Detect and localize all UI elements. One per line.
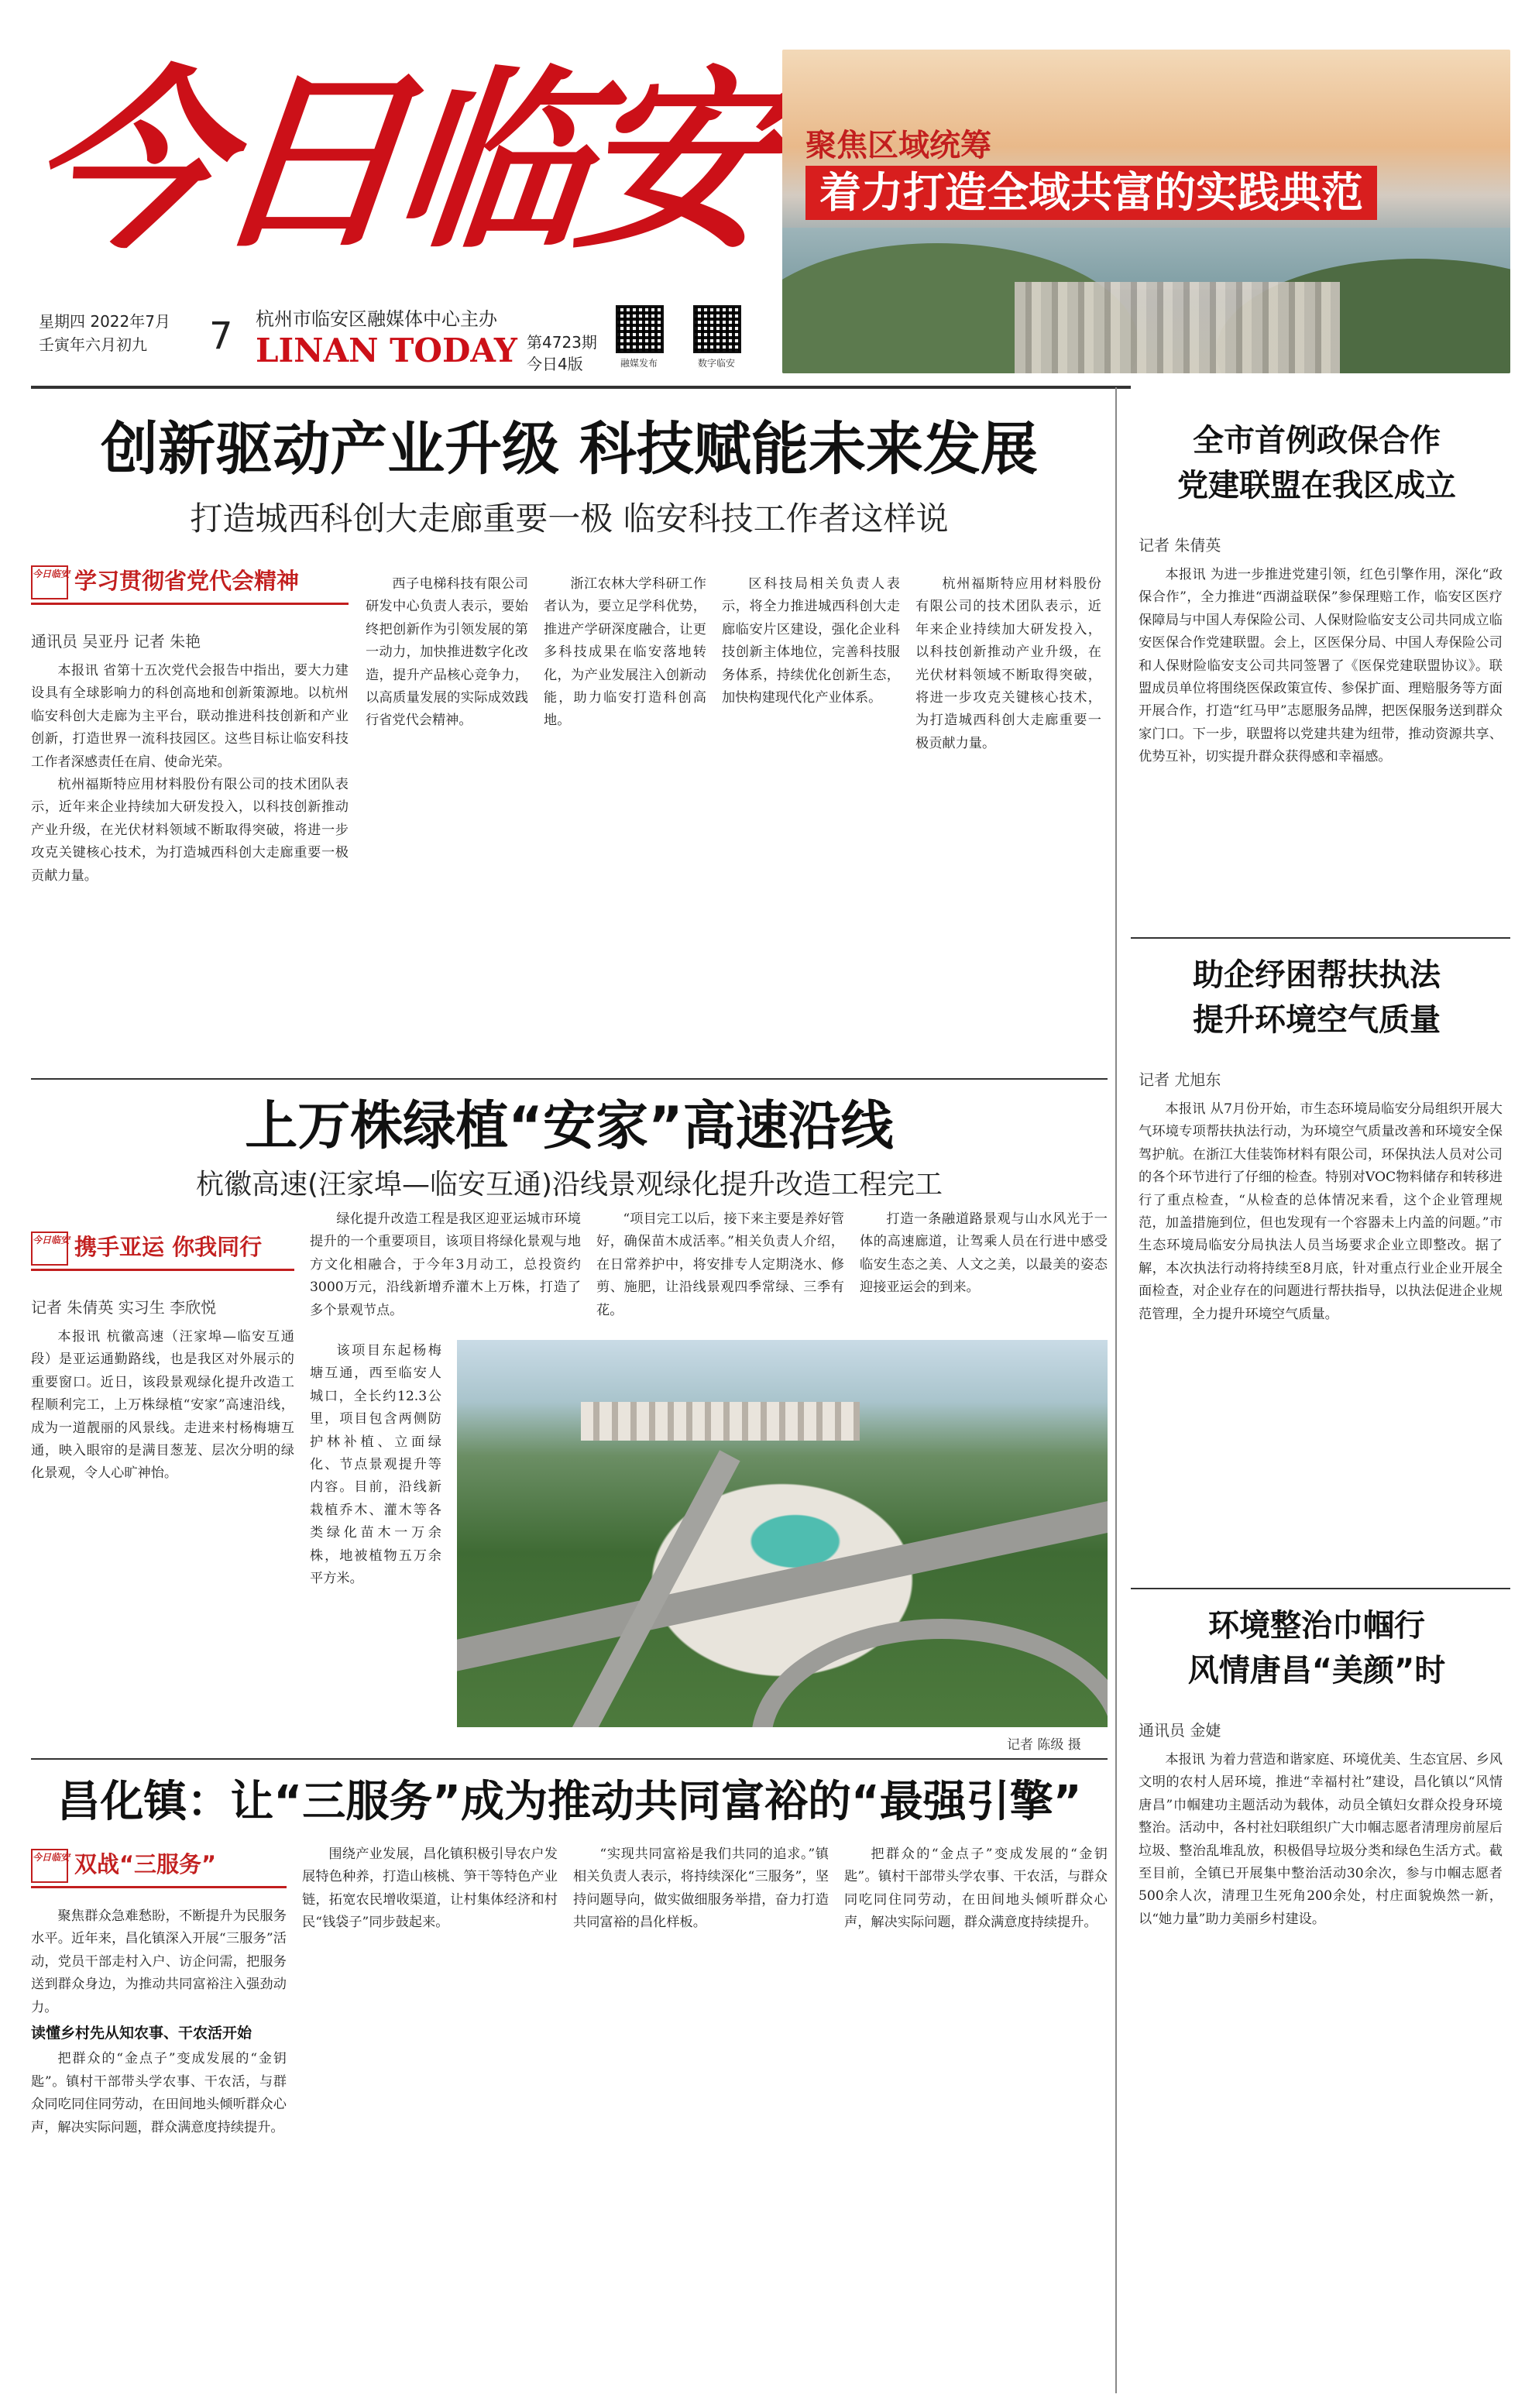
masthead-banner bbox=[782, 50, 1510, 373]
right-article-2-headline[interactable] bbox=[1131, 953, 1503, 1043]
banner-subtitle: 聚焦区域统筹 bbox=[805, 128, 991, 163]
second-narrow-column bbox=[310, 1340, 441, 1688]
paragraph: “实现共同富裕是我们共同的追求。”镇相关负责人表示，将持续深化“三服务”，坚持问题导向，做实做细服务举措，奋力打造共同富裕的昌化样板。 bbox=[573, 1846, 829, 1931]
issue-date-gregorian: 星期四 2022年7月 bbox=[39, 312, 170, 331]
issue-date bbox=[39, 310, 170, 356]
paragraph: 绿化提升改造工程是我区迎亚运城市环境提升的一个重要项目，该项目将绿化景观与地方文化相融合，于今年3月动工，总投资约3000万元，沿线新增乔灌木上万株，打造了多个景观节点。 bbox=[310, 1211, 581, 1318]
right-article-1-headline[interactable] bbox=[1131, 418, 1503, 508]
banner-headline: 着力打造全域共富的实践典范 bbox=[805, 166, 1377, 220]
paragraph: 浙江农林大学科研工作者认为，要立足学科优势，推进产学研深度融合，让更多科技成果在临安落地转化，为产业发展注入创新动能，助力临安打造科创高地。 bbox=[544, 576, 706, 729]
paragraph: 把群众的“金点子”变成发展的“金钥匙”。镇村干部带头学农事、干农活，与群众同吃同住同劳动，在田间地头倾听群众心声，解决实际问题，群众满意度持续提升。 bbox=[31, 2051, 287, 2135]
right-article-3-byline: 通讯员 金婕 bbox=[1139, 1721, 1221, 1740]
paragraph: 聚焦群众急难愁盼，不断提升为民服务水平。近年来，昌化镇深入开展“三服务”活动，党员干部走村入户、访企问需，把服务送到群众身边，为推动共同富裕注入强劲动力。 bbox=[31, 1908, 287, 2015]
second-subtitle: 杭徽高速(汪家埠—临安互通)沿线景观绿化提升改造工程完工 bbox=[195, 1169, 943, 1201]
lead-column-tag-text: 学习贯彻省党代会精神 bbox=[74, 568, 300, 594]
paragraph: 本报讯 杭徽高速（汪家埠—临安互通段）是亚运通勤路线，也是我区对外展示的重要窗口。近日，该段景观绿化提升改造工程顺利完工，上万株绿植“安家”高速沿线，成为一道靓丽的风景线。走进来村杨梅塘互通，映入眼帘的是满目葱茏、层次分明的绿化景观，令人心旷神怡。 bbox=[31, 1329, 294, 1482]
highway-aerial-photo[interactable] bbox=[457, 1340, 1108, 1727]
third-column-4 bbox=[844, 1843, 1108, 2393]
section-logo-icon: 今日临安 bbox=[31, 565, 68, 599]
masthead-rule bbox=[31, 386, 1131, 389]
paragraph: 该项目东起杨梅塘互通，西至临安人城口，全长约12.3公里，项目包含两侧防护林补植、立面绿化、节点景观提升等内容。目前，沿线新栽植乔木、灌木等各类绿化苗木一万余株，地被植物五万余平方米。 bbox=[310, 1343, 441, 1587]
paragraph: 西子电梯科技有限公司研发中心负责人表示，要始终把创新作为引领发展的第一动力，加快推进数字化改造，提升产品核心竞争力，以高质量发展的实际成效践行省党代会精神。 bbox=[366, 576, 528, 729]
second-column-tag bbox=[31, 1230, 294, 1271]
paragraph: 杭州福斯特应用材料股份有限公司的技术团队表示，近年来企业持续加大研发投入，以科技创新推动产业升级，在光伏材料领域不断取得突破，将进一步攻克关键核心技术，为打造城西科创大走廊重要一极贡献力量。 bbox=[915, 576, 1101, 751]
section-logo-icon: 今日临安 bbox=[31, 1849, 68, 1883]
qr-code-icon[interactable] bbox=[693, 305, 741, 353]
second-column-2 bbox=[310, 1208, 581, 1332]
masthead-logo: 今日临安 bbox=[19, 47, 775, 275]
photo-interchange bbox=[751, 1619, 1108, 1727]
lead-headline[interactable]: 创新驱动产业升级 科技赋能未来发展 bbox=[101, 416, 1038, 483]
qr-code-icon[interactable] bbox=[616, 305, 664, 353]
column-divider bbox=[1115, 387, 1117, 2393]
lead-column-4 bbox=[722, 573, 900, 1069]
right-article-2-byline: 记者 尤旭东 bbox=[1139, 1070, 1221, 1089]
headline-line: 助企纾困帮扶执法 bbox=[1193, 957, 1441, 993]
headline-line: 全市首例政保合作 bbox=[1193, 423, 1441, 459]
issue-number bbox=[527, 331, 597, 375]
headline-line: 提升环境空气质量 bbox=[1193, 1002, 1441, 1038]
issue-day-number: 7 bbox=[209, 314, 233, 358]
lead-column-2 bbox=[366, 573, 528, 1069]
lead-column-tag bbox=[31, 564, 349, 605]
paragraph: 本报讯 为进一步推进党建引领，红色引擎作用，深化“政保合作”，全力推进“西湖益联保”参保理赔工作，临安区医疗保障局与中国人寿保险公司、人保财险临安支公司共同成立临安医保合作党建联盟。会上，区医保分局、中国人寿保险公司和人保财险临安支公司共同签署了《医保党建联盟协议》。联盟成员单位将围绕医保政策宣传、参保扩面、理赔服务等方面开展合作，打造“红马甲”志愿服务品牌，把医保服务送到群众家门口。下一步，联盟将以党建共建为纽带，推动资源共享、优势互补，切实提升群众获得感和幸福感。 bbox=[1139, 567, 1503, 765]
banner-city bbox=[1015, 282, 1340, 373]
third-headline[interactable]: 昌化镇：让“三服务”成为推动共同富裕的“最强引擎” bbox=[57, 1777, 1082, 1827]
third-column-3 bbox=[573, 1843, 829, 2393]
third-column-tag-text: 双战“三服务” bbox=[74, 1851, 217, 1877]
headline-line: 环境整治巾帼行 bbox=[1208, 1608, 1425, 1644]
lead-subtitle: 打造城西科创大走廊重要一极 临安科技工作者这样说 bbox=[190, 500, 949, 538]
section-rule bbox=[1131, 1588, 1510, 1589]
section-logo-icon: 今日临安 bbox=[31, 1231, 68, 1266]
headline-line: 风情唐昌“美颜”时 bbox=[1187, 1653, 1446, 1688]
lead-column-1 bbox=[31, 660, 349, 1070]
section-rule bbox=[1131, 937, 1510, 939]
paragraph: 杭州福斯特应用材料股份有限公司的技术团队表示，近年来企业持续加大研发投入，以科技创新推动产业升级，在光伏材料领域不断取得突破，将进一步攻克关键核心技术，为打造城西科创大走廊重要一极贡献力量。 bbox=[31, 777, 349, 884]
paragraph: 把群众的“金点子”变成发展的“金钥匙”。镇村干部带头学农事、干农活，与群众同吃同住同劳动，在田间地头倾听群众心声，解决实际问题，群众满意度持续提升。 bbox=[844, 1846, 1108, 1931]
section-rule bbox=[31, 1078, 1108, 1080]
right-article-1-body bbox=[1139, 564, 1503, 928]
paragraph: 本报讯 省第十五次党代会报告中指出，要大力建设具有全球影响力的科创高地和创新策源地。以杭州临安科创大走廊为主平台，联动推进科技创新和产业创新，打造世界一流科技园区。这些目标让临安科技工作者深感责任在肩、使命光荣。 bbox=[31, 663, 349, 770]
lead-column-5 bbox=[915, 573, 1101, 1069]
qr-label: 融媒发布 bbox=[620, 358, 658, 369]
headline-line: 党建联盟在我区成立 bbox=[1177, 468, 1456, 503]
right-article-1-byline: 记者 朱倩英 bbox=[1139, 536, 1221, 555]
page-count: 今日4版 bbox=[527, 355, 583, 373]
second-column-1 bbox=[31, 1326, 294, 1690]
lead-column-3 bbox=[544, 573, 706, 1069]
right-article-3-body bbox=[1139, 1749, 1503, 2392]
third-subhead: 读懂乡村先从知农事、干农活开始 bbox=[31, 2025, 252, 2042]
paragraph: 围绕产业发展，昌化镇积极引导农户发展特色种养，打造山核桃、笋干等特色产业链，拓宽农民增收渠道，让村集体经济和村民“钱袋子”同步鼓起来。 bbox=[302, 1846, 558, 1931]
paragraph: 本报讯 从7月份开始，市生态环境局临安分局组织开展大气环境专项帮扶执法行动，为环境空气质量改善和环境安全保驾护航。在浙江大佳装饰材料有限公司，环保执法人员对公司的各个环节进行了仔细的检查。特别对VOC物料储存和转移进行了重点检查，“从检查的总体情况来看，这个企业管理规范，加盖措施到位，但也发现有一个容器未上内盖的问题。”市生态环境局临安分局执法人员当场要求企业立即整改。据了解，本次执法行动将持续至8月底，针对重点行业企业开展全面检查，对企业存在的问题进行帮扶指导，以执法促进企业规范管理，全力提升环境空气质量。 bbox=[1139, 1101, 1503, 1322]
paragraph: “项目完工以后，接下来主要是养好管好，确保苗木成活率。”相关负责人介绍，在日常养护中，将安排专人定期浇水、修剪、施肥，让沿线景观四季常绿、三季有花。 bbox=[596, 1211, 844, 1318]
paragraph: 打造一条融道路景观与山水风光于一体的高速廊道，让驾乘人员在行进中感受临安生态之美、人文之美，以最美的姿态迎接亚运会的到来。 bbox=[860, 1211, 1108, 1296]
masthead-info-bar bbox=[31, 302, 767, 380]
english-title: LINAN TODAY bbox=[256, 331, 517, 369]
right-article-3-headline[interactable] bbox=[1131, 1603, 1503, 1693]
paragraph: 本报讯 为着力营造和谐家庭、环境优美、生态宜居、乡风文明的农村人居环境，推进“幸福村社”建设，昌化镇以“风情唐昌”巾帼建功主题活动为载体，动员全镇妇女群众投身环境整治。活动中，各村社妇联组织广大巾帼志愿者清理房前屋后垃圾、整治乱堆乱放，积极倡导垃圾分类和绿色生活方式。截至目前，全镇已开展集中整治活动30余次，参与巾帼志愿者500余人次，清理卫生死角200余处，村庄面貌焕然一新，以“她力量”助力美丽乡村建设。 bbox=[1139, 1752, 1503, 1927]
third-column-tag bbox=[31, 1847, 287, 1888]
publisher: 杭州市临安区融媒体中心主办 bbox=[256, 308, 497, 330]
third-column-2 bbox=[302, 1843, 558, 2393]
qr-label: 数字临安 bbox=[697, 358, 735, 369]
section-rule bbox=[31, 1758, 1108, 1760]
issue-date-lunar: 壬寅年六月初九 bbox=[39, 335, 147, 354]
second-column-3 bbox=[596, 1208, 844, 1332]
right-article-2-body bbox=[1139, 1098, 1503, 1571]
second-headline[interactable]: 上万株绿植“安家”高速沿线 bbox=[245, 1096, 894, 1157]
issue-number-text: 第4723期 bbox=[527, 333, 597, 352]
second-column-4 bbox=[860, 1208, 1108, 1332]
third-column-1 bbox=[31, 1905, 287, 2393]
photo-village bbox=[581, 1402, 860, 1441]
second-byline: 记者 朱倩英 实习生 李欣悦 bbox=[31, 1298, 217, 1317]
paragraph: 区科技局相关负责人表示，将全力推进城西科创大走廊临安片区建设，强化企业科技创新主体地位，完善科技服务体系，持续优化创新生态，加快构建现代化产业体系。 bbox=[722, 576, 900, 706]
lead-byline: 通讯员 吴亚丹 记者 朱艳 bbox=[31, 632, 201, 651]
photo-credit: 记者 陈级 摄 bbox=[1007, 1737, 1081, 1753]
second-column-tag-text: 携手亚运 你我同行 bbox=[74, 1234, 263, 1260]
